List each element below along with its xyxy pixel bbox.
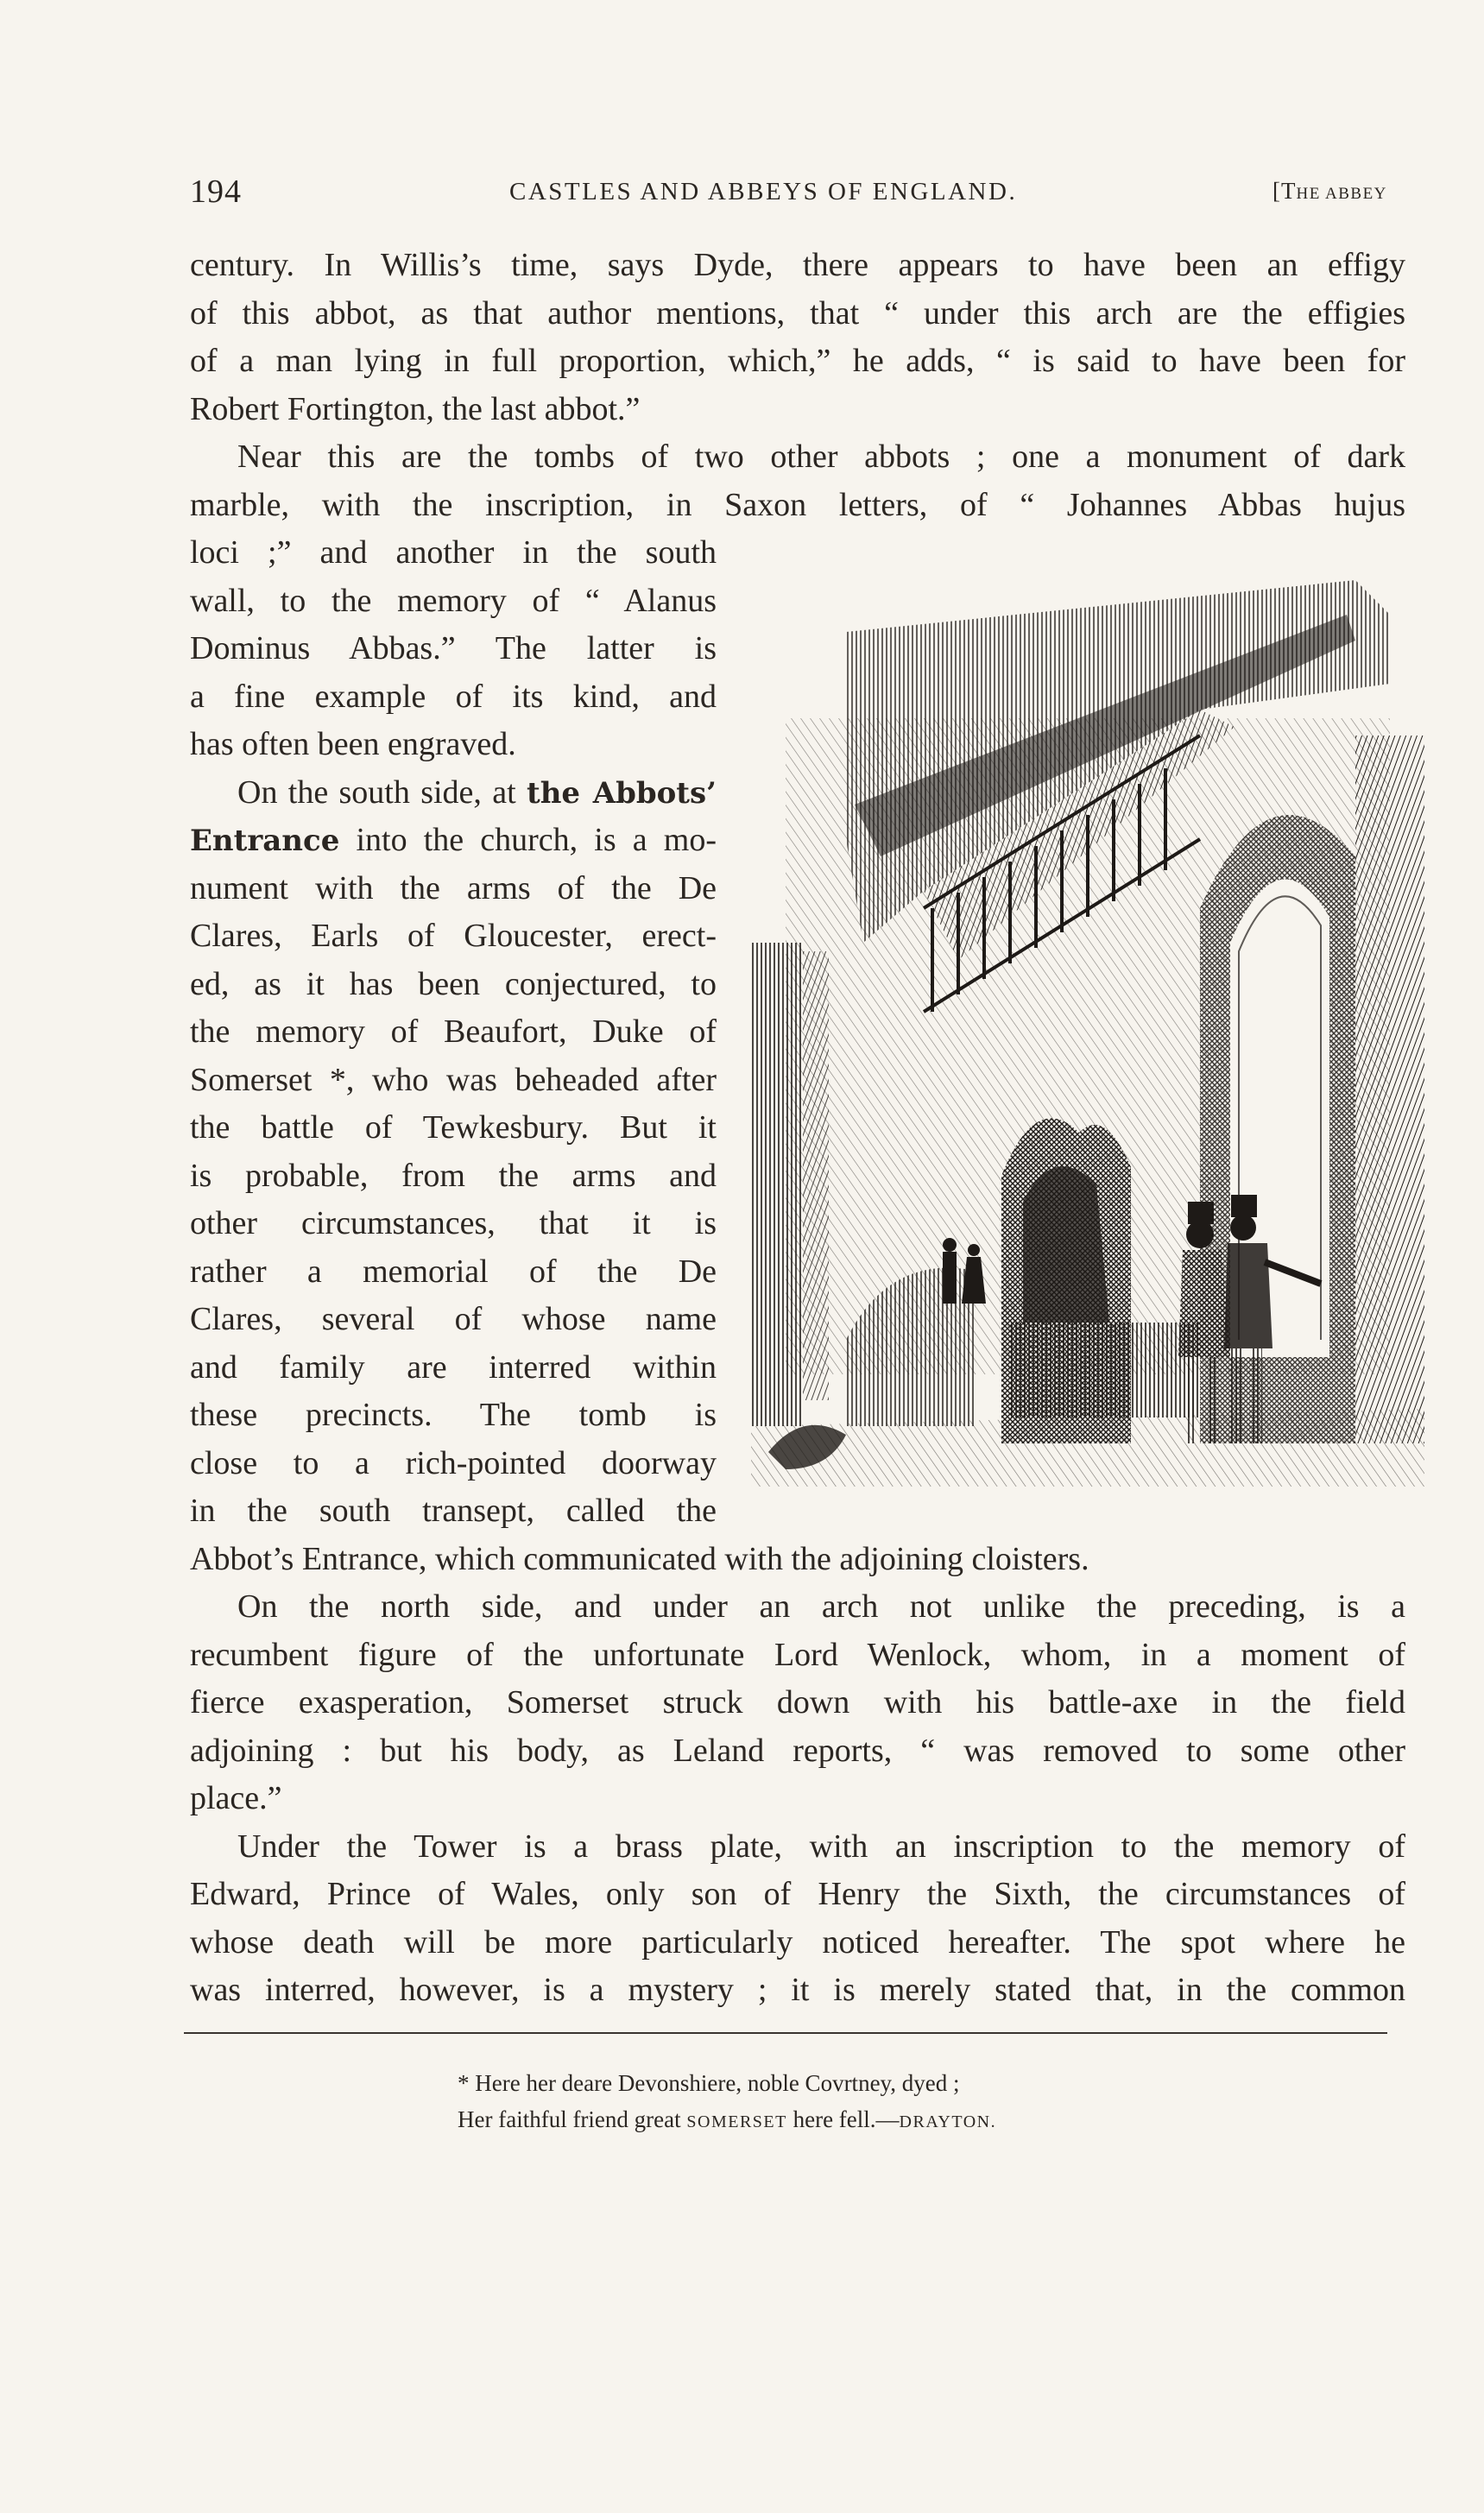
text-line: has often been engraved. [190,726,516,762]
engraving-tomb-niche [1023,1166,1109,1323]
text-line: On the north side, and under an arch not unlike the preceding, is a [237,1588,1405,1625]
text-line: in the south transept, called the [190,1493,717,1529]
text-line: whose death will be more particularly noticed hereafter. The spot where he [190,1923,1405,1961]
footnote-text: here fell.— [793,2106,900,2132]
running-title: CASTLES AND ABBEYS OF ENGLAND. [509,178,1018,205]
engraving-right-wall [1355,736,1424,1443]
footnote-text: Her faithful friend great [458,2106,681,2132]
text-fragment: into the church, is a mo- [356,822,717,858]
footnote-rule [184,2032,1387,2034]
text-line: the battle of Tewkesbury. But it [190,1109,717,1146]
text-line: and family are interred within [190,1348,717,1386]
text-line: loci ;” and another in the south [190,534,717,571]
footnote-attribution: DRAYTON. [899,2112,997,2131]
text-line: Dominus Abbas.” The latter is [190,630,717,666]
engraving-left-column [803,951,829,1400]
text-line: Edward, Prince of Wales, only son of Henry the Sixth, the circumstances of [190,1876,1405,1912]
text-line: Near this are the tombs of two other abbots ; one a monument of dark [237,439,1405,475]
text-line: century. In Willis’s time, says Dyde, there appears to have been an effigy [190,247,1405,283]
page-number: 194 [190,174,242,210]
text-line: was interred, however, is a mystery ; it is merely stated that, in the common [190,1972,1405,2008]
text-line: Under the Tower is a brass plate, with an inscription to the memory of [237,1828,1405,1865]
running-section-bracket: [T [1272,178,1297,204]
abbots-entrance-engraving [751,580,1424,1487]
footnote-line-2 [458,2101,1407,2140]
footnote [458,2065,1407,2140]
text-line: recumbent figure of the unfortunate Lord Wenlock, whom, in a moment of [190,1636,1405,1673]
running-section-smallcaps: HE ABBEY [1296,185,1387,203]
text-line: fierce exasperation, Somerset struck down with his battle-axe in the field [190,1684,1405,1721]
running-section [1272,178,1387,205]
text-line: of a man lying in full proportion, which,” he adds, “ is said to have been for [190,343,1405,379]
text-line: Clares, several of whose name [190,1301,717,1337]
text-line: Somerset *, who was beheaded after [190,1061,717,1098]
footnote-smallcaps: SOMERSET [686,2112,787,2131]
text-line: the memory of Beaufort, Duke of [190,1013,717,1050]
footnote-line-1: * Here her deare Devonshiere, noble Covrtney, dyed ; [458,2070,960,2096]
text-line: Robert Fortington, the last abbot.” [190,390,641,427]
text-line-with-blackletter [190,769,717,818]
text-line: place.” [190,1780,282,1816]
text-line: marble, with the inscription, in Saxon letters, of “ Johannes Abbas hujus [190,486,1405,523]
text-fragment: On the south side, at [237,773,516,811]
text-line: wall, to the memory of “ Alanus [190,582,717,619]
text-line: close to a rich-pointed doorway [190,1444,717,1481]
text-line: Abbot’s Entrance, which communicated with the adjoining cloisters. [190,1540,1089,1577]
text-line: nument with the arms of the De [190,869,717,906]
running-head [0,173,1484,216]
engraving-tomb-chest [1010,1323,1200,1418]
engraving-left-pillar [751,943,803,1426]
text-line: is probable, from the arms and [190,1157,717,1194]
text-line: a fine example of its kind, and [190,678,717,715]
text-line: these precincts. The tomb is [190,1397,717,1433]
text-line: other circumstances, that it is [190,1205,717,1241]
text-line: Clares, Earls of Gloucester, erect- [190,918,717,954]
blackletter-phrase: Entrance [190,824,340,858]
text-line-with-blackletter [190,817,717,865]
text-line: of this abbot, as that author mentions, that “ under this arch are the effigies [190,294,1405,331]
text-line: rather a memorial of the De [190,1253,717,1290]
text-line: adjoining : but his body, as Leland reports, “ was removed to some other [190,1732,1405,1769]
text-line: ed, as it has been conjectured, to [190,965,717,1002]
blackletter-phrase: the Abbots’ [526,775,717,811]
